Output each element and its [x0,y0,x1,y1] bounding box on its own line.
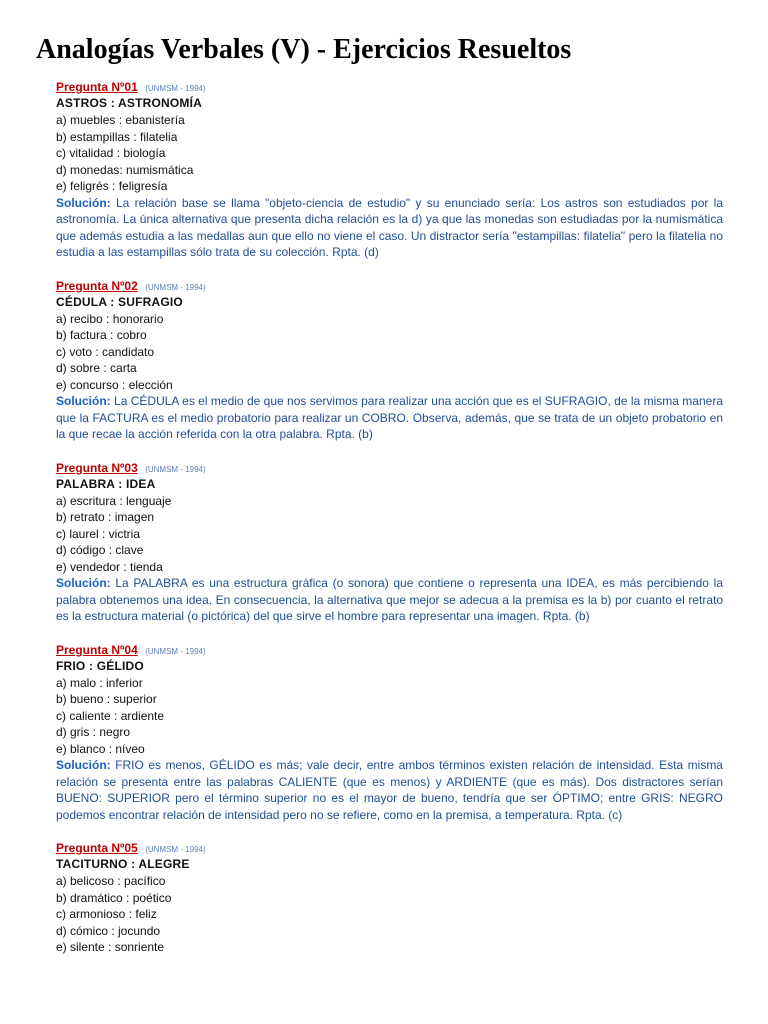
question-source: (UNMSM - 1994) [145,845,206,854]
solution-text: La CÉDULA es el medio de que nos servimos para realizar una acción que es el SUFRAGIO, de la misma manera que la FACTURA es el medio probatorio para realizar un COBRO. Observa, además, que se trata de un objeto probatorio en la que recae la acción referida con la otra palabra. Rpta. (b) [56,394,723,441]
question-premise: FRIO : GÉLIDO [56,658,144,673]
question-source: (UNMSM - 1994) [145,282,206,292]
solution-paragraph [56,195,723,261]
option-e: e) vendedor : tienda [56,559,163,574]
question-label: Pregunta Nº05 [56,841,138,855]
question-source: (UNMSM - 1994) [145,464,206,474]
options-list [56,873,723,956]
option-a: a) malo : inferior [56,675,143,690]
question-premise: ASTROS : ASTRONOMÍA [56,96,203,110]
question-premise: CÉDULA : SUFRAGIO [56,294,183,309]
page-title: Analogías Verbales (V) - Ejercicios Resueltos [36,34,572,65]
solution-text: La relación base se llama "objeto-ciencia de estudio" y su enunciado sería: Los astros son estudiados por la astronomía. La única alternativa que presenta dicha relación es la d) ya que las monedas son estudiadas por la numismática que además estudia a las medallas aun que ello no viene el caso. Un distractor sería "estampillas: filatelia" pero la filatelia no estudia a las estampillas sólo trata de su colección. Rpta. (d) [56,195,723,259]
options-list [56,675,723,758]
question-premise: TACITURNO : ALEGRE [56,857,190,871]
option-d: d) cómico : jocundo [56,923,161,938]
option-e: e) blanco : níveo [56,741,145,756]
solution-text: La PALABRA es una estructura gráfica (o sonora) que contiene o representa una IDEA, es más percibiendo la palabra obtenemos una idea. En consecuencia, la alternativa que mejor se adecua a la premisa es la b) por cuanto el retrato es la estructura material (o pictórica) del que sirve el hombre para representar una imagen. Rpta. (b) [56,576,723,623]
question-label: Pregunta Nº04 [56,642,138,657]
question-02 [56,277,723,443]
option-b: b) bueno : superior [56,692,157,706]
option-c: c) vitalidad : biología [56,146,166,160]
option-c: c) voto : candidato [56,344,155,359]
question-source: (UNMSM - 1994) [145,646,206,656]
options-list [56,493,723,576]
options-list [56,311,723,394]
question-header [56,839,723,856]
option-b: b) factura : cobro [56,328,147,342]
option-b: b) retrato : imagen [56,510,155,524]
question-03 [56,459,723,625]
question-premise: PALABRA : IDEA [56,476,156,491]
question-header [56,459,723,476]
question-01 [56,78,723,261]
option-d: d) monedas: numismática [56,162,194,177]
question-label: Pregunta Nº01 [56,80,138,94]
option-a: a) recibo : honorario [56,311,164,326]
question-header [56,78,723,95]
solution-paragraph [56,393,723,443]
option-d: d) sobre : carta [56,361,137,375]
solution-label: Solución: [56,576,111,590]
option-d: d) gris : negro [56,725,131,739]
question-label: Pregunta Nº02 [56,278,138,293]
option-c: c) laurel : victria [56,526,141,541]
question-header [56,641,723,658]
option-a: a) escritura : lenguaje [56,493,172,508]
option-a: a) belicoso : pacífico [56,874,166,888]
solution-label: Solución: [56,758,111,772]
question-04 [56,641,723,824]
solution-label: Solución: [56,195,111,210]
options-list [56,112,723,195]
question-label: Pregunta Nº03 [56,460,138,475]
option-e: e) concurso : elección [56,377,173,392]
question-05 [56,839,723,956]
solution-paragraph [56,575,723,625]
question-source: (UNMSM - 1994) [145,84,206,93]
option-d: d) código : clave [56,543,144,557]
questions-list [56,78,723,972]
solution-paragraph [56,757,723,823]
option-c: c) caliente : ardiente [56,708,165,723]
option-b: b) dramático : poético [56,890,172,905]
question-header [56,277,723,294]
option-b: b) estampillas : filatelia [56,129,178,144]
option-e: e) feligrés : feligresía [56,179,168,193]
option-e: e) silente : sonriente [56,940,165,954]
solution-label: Solución: [56,394,111,408]
option-c: c) armonioso : feliz [56,907,157,921]
solution-text: FRIO es menos, GÉLIDO es más; vale decir, entre ambos términos existen relación de intensidad. Esta misma relación se presenta entre las palabras CALIENTE (que es menos) y ARDIENTE (que es más). Dos distractores serían BUENO: SUPERIOR pero el término superior no es el mayor de bueno, tendría que ser ÓPTIMO; entre GRIS: NEGRO podemos encontrar relación de intensidad pero no se refiere, como en la premisa, a temperatura. Rpta. (c) [56,758,723,822]
option-a: a) muebles : ebanistería [56,113,185,127]
